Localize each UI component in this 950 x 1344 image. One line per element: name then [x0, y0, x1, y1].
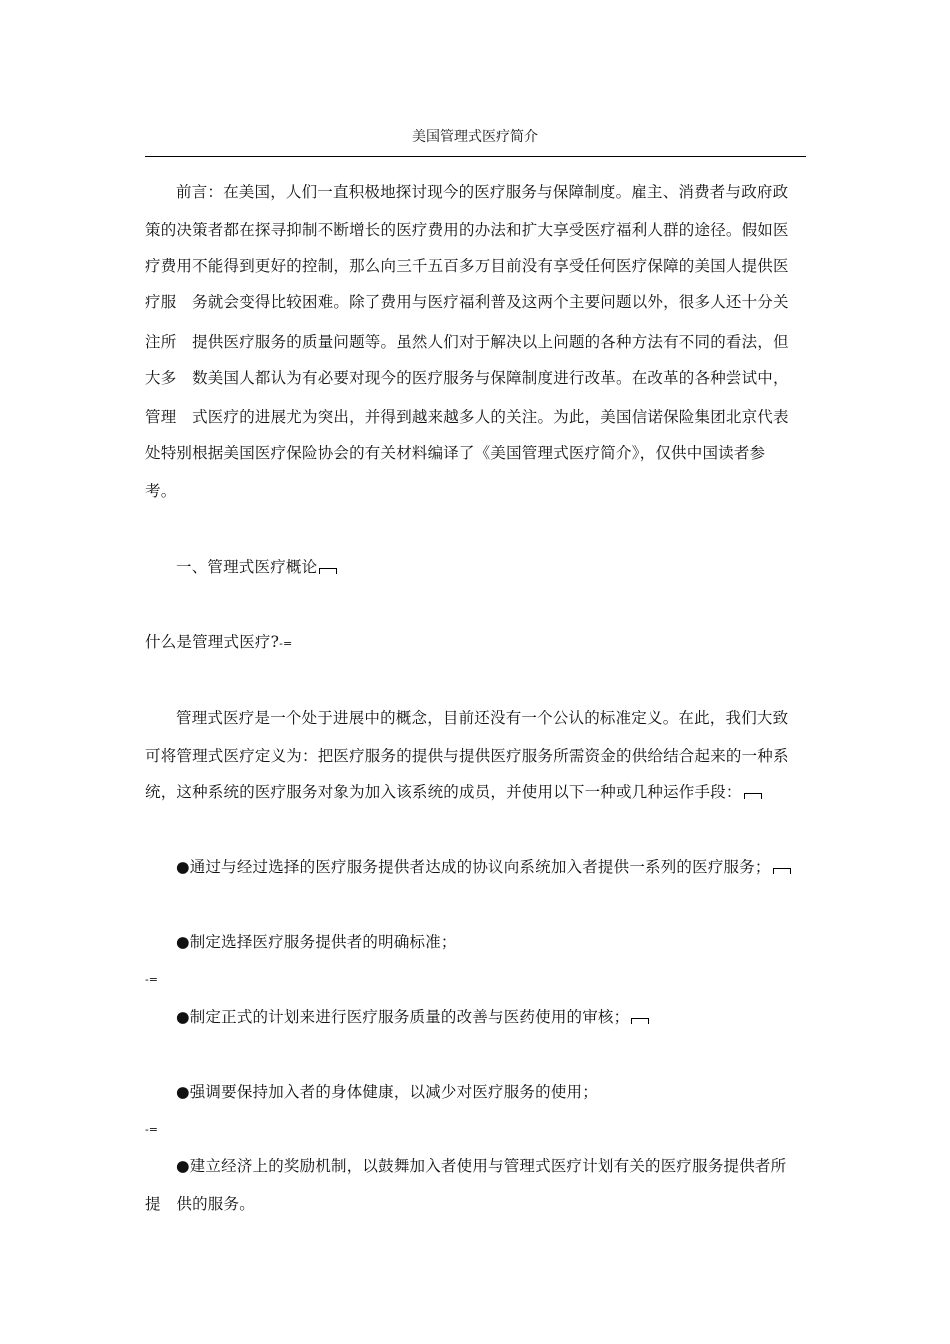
- question-heading: [145, 632, 292, 654]
- definition-line: 可将管理式医疗定义为：把医疗服务的提供与提供医疗服务所需资金的供给结合起来的一种系: [145, 747, 789, 765]
- question-text: 什么是管理式医疗?: [145, 633, 280, 651]
- bullet-text: ●通过与经过选择的医疗服务提供者达成的协议向系统加入者提供一系列的医疗服务；: [176, 858, 771, 876]
- preface-line: 前言：在美国，人们一直积极地探讨现今的医疗服务与保障制度。雇主、消费者与政府政: [176, 183, 789, 201]
- definition-line: 管理式医疗是一个处于进展中的概念，目前还没有一个公认的标准定义。在此，我们大致: [176, 709, 789, 727]
- bullet-item: ●制定选择医疗服务提供者的明确标准；: [176, 933, 457, 951]
- preface-line: 管理 式医疗的进展尤为突出，并得到越来越多人的关注。为此，美国信诺保险集团北京代表: [145, 408, 789, 426]
- stray-mark: -=: [279, 637, 293, 650]
- bullet-item: ●强调要保持加入者的身体健康，以减少对医疗服务的使用；: [176, 1083, 598, 1101]
- preface-line: 策的决策者都在探寻抑制不断增长的医疗费用的办法和扩大享受医疗福利人群的途径。假如医: [145, 221, 789, 239]
- section-heading-text: 一、管理式医疗概论: [176, 558, 318, 576]
- preface-line: 疗服 务就会变得比较困难。除了费用与医疗福利普及这两个主要问题以外，很多人还十分关: [145, 293, 789, 311]
- paragraph-mark-icon: [744, 793, 762, 799]
- paragraph-mark-icon: [773, 868, 791, 874]
- bullet-item: ●建立经济上的奖励机制，以鼓舞加入者使用与管理式医疗计划有关的医疗服务提供者所: [176, 1157, 787, 1175]
- bullet-item: [176, 857, 791, 877]
- bullet-continuation: 提 供的服务。: [145, 1195, 255, 1213]
- preface-line: 考。: [145, 482, 177, 500]
- stray-mark: -=: [145, 1123, 158, 1136]
- bullet-text: ●制定正式的计划来进行医疗服务质量的改善与医药使用的审核；: [176, 1008, 630, 1026]
- stray-mark: -=: [145, 973, 158, 986]
- paragraph-mark-icon: [319, 568, 337, 574]
- preface-line: 注所 提供医疗服务的质量问题等。虽然人们对于解决以上问题的各种方法有不同的看法，但: [145, 333, 789, 351]
- page-title: 美国管理式医疗简介: [412, 129, 538, 145]
- preface-line: 处特别根据美国医疗保险协会的有关材料编译了《美国管理式医疗简介》，仅供中国读者参: [145, 444, 766, 462]
- header-divider: [145, 156, 806, 157]
- preface-line: 疗费用不能得到更好的控制，那么向三千五百多万目前没有享受任何医疗保障的美国人提供医: [145, 257, 789, 275]
- definition-line: [145, 782, 762, 802]
- paragraph-mark-icon: [631, 1018, 649, 1024]
- section-heading: [176, 557, 337, 577]
- bullet-item: [176, 1007, 649, 1027]
- preface-line: 大多 数美国人都认为有必要对现今的医疗服务与保障制度进行改革。在改革的各种尝试中，: [145, 369, 789, 387]
- definition-line-text: 统，这种系统的医疗服务对象为加入该系统的成员，并使用以下一种或几种运作手段：: [145, 783, 742, 801]
